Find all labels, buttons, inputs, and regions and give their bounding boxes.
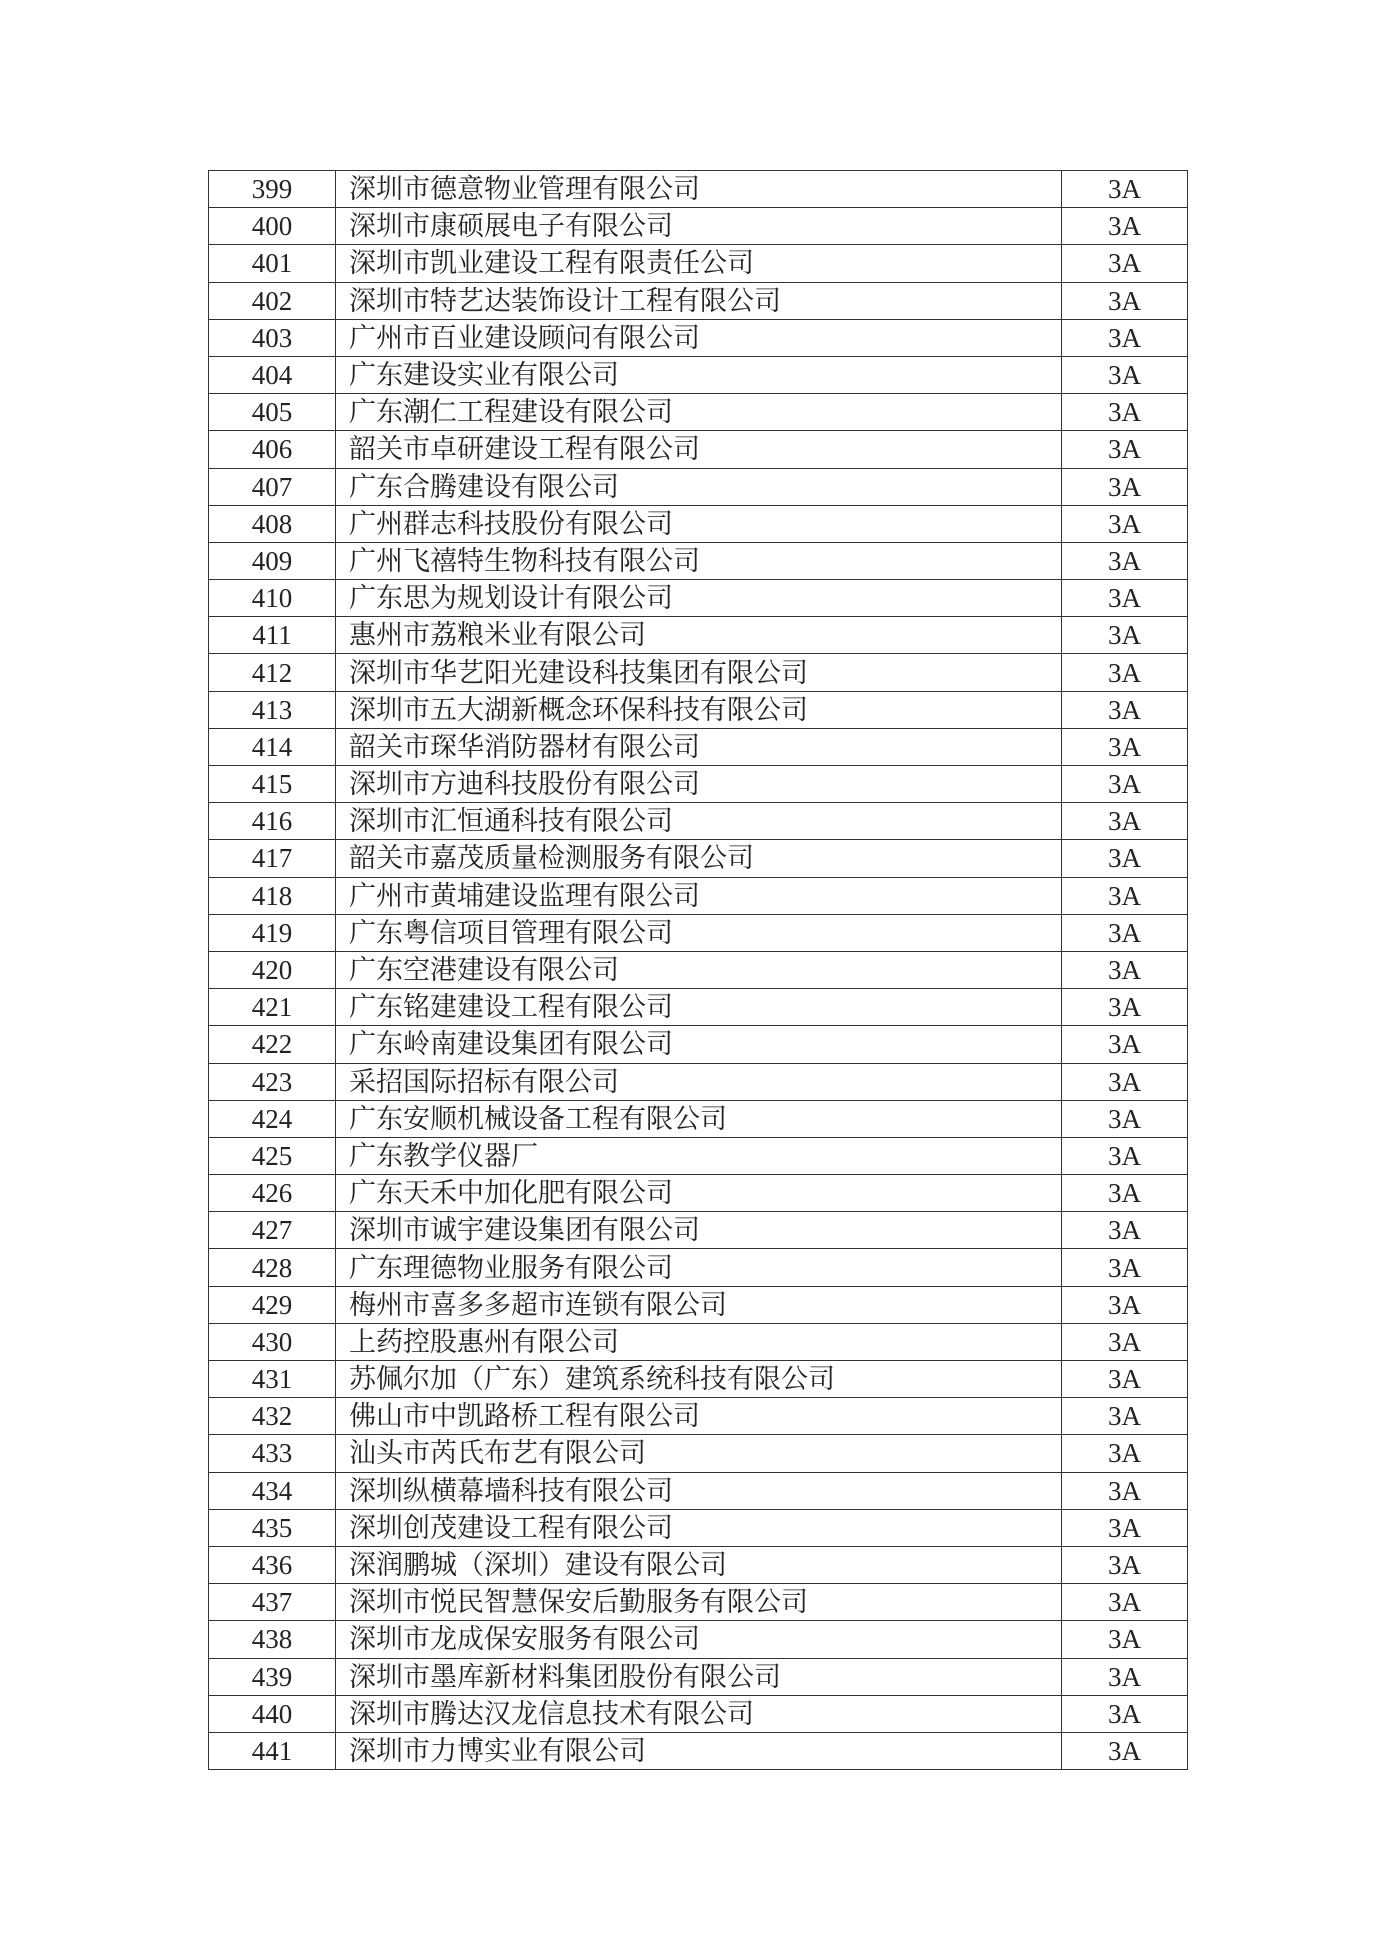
table-row xyxy=(209,1472,1188,1509)
company-name: 深圳创茂建设工程有限公司 xyxy=(336,1509,1062,1546)
company-name: 广东合腾建设有限公司 xyxy=(336,468,1062,505)
row-number: 424 xyxy=(209,1100,336,1137)
table-row xyxy=(209,1658,1188,1695)
company-name: 广州群志科技股份有限公司 xyxy=(336,505,1062,542)
table-row xyxy=(209,1137,1188,1174)
table-row xyxy=(209,171,1188,208)
row-number: 419 xyxy=(209,914,336,951)
credit-grade: 3A xyxy=(1062,1286,1188,1323)
company-name: 深圳市汇恒通科技有限公司 xyxy=(336,803,1062,840)
credit-grade: 3A xyxy=(1062,877,1188,914)
company-name: 广东岭南建设集团有限公司 xyxy=(336,1026,1062,1063)
company-name: 深圳市华艺阳光建设科技集团有限公司 xyxy=(336,654,1062,691)
company-name: 深圳市五大湖新概念环保科技有限公司 xyxy=(336,691,1062,728)
credit-grade: 3A xyxy=(1062,245,1188,282)
table-row xyxy=(209,1323,1188,1360)
row-number: 436 xyxy=(209,1546,336,1583)
company-name: 深圳市康硕展电子有限公司 xyxy=(336,208,1062,245)
row-number: 421 xyxy=(209,989,336,1026)
company-name: 广东潮仁工程建设有限公司 xyxy=(336,394,1062,431)
row-number: 414 xyxy=(209,728,336,765)
row-number: 401 xyxy=(209,245,336,282)
credit-grade: 3A xyxy=(1062,468,1188,505)
credit-grade: 3A xyxy=(1062,1695,1188,1732)
table-row xyxy=(209,1732,1188,1769)
row-number: 418 xyxy=(209,877,336,914)
row-number: 407 xyxy=(209,468,336,505)
table-row xyxy=(209,877,1188,914)
company-name: 韶关市琛华消防器材有限公司 xyxy=(336,728,1062,765)
table-row xyxy=(209,1286,1188,1323)
credit-grade: 3A xyxy=(1062,1435,1188,1472)
table-row xyxy=(209,766,1188,803)
company-name: 深圳市墨库新材料集团股份有限公司 xyxy=(336,1658,1062,1695)
table-row xyxy=(209,951,1188,988)
company-name: 梅州市喜多多超市连锁有限公司 xyxy=(336,1286,1062,1323)
table-row xyxy=(209,1695,1188,1732)
credit-grade: 3A xyxy=(1062,356,1188,393)
table-row xyxy=(209,1435,1188,1472)
table-row xyxy=(209,1175,1188,1212)
table-row xyxy=(209,654,1188,691)
row-number: 403 xyxy=(209,319,336,356)
row-number: 435 xyxy=(209,1509,336,1546)
credit-grade: 3A xyxy=(1062,803,1188,840)
row-number: 434 xyxy=(209,1472,336,1509)
row-number: 427 xyxy=(209,1212,336,1249)
credit-grade: 3A xyxy=(1062,654,1188,691)
table-row xyxy=(209,580,1188,617)
table-row xyxy=(209,319,1188,356)
credit-grade: 3A xyxy=(1062,319,1188,356)
company-name: 深圳市腾达汉龙信息技术有限公司 xyxy=(336,1695,1062,1732)
row-number: 399 xyxy=(209,171,336,208)
company-name: 深润鹏城（深圳）建设有限公司 xyxy=(336,1546,1062,1583)
row-number: 400 xyxy=(209,208,336,245)
row-number: 437 xyxy=(209,1584,336,1621)
company-name: 汕头市芮氏布艺有限公司 xyxy=(336,1435,1062,1472)
company-name: 采招国际招标有限公司 xyxy=(336,1063,1062,1100)
row-number: 402 xyxy=(209,282,336,319)
credit-grade: 3A xyxy=(1062,1323,1188,1360)
row-number: 428 xyxy=(209,1249,336,1286)
credit-grade: 3A xyxy=(1062,171,1188,208)
company-name: 佛山市中凯路桥工程有限公司 xyxy=(336,1398,1062,1435)
credit-grade: 3A xyxy=(1062,1398,1188,1435)
credit-grade: 3A xyxy=(1062,1546,1188,1583)
company-name: 广东粤信项目管理有限公司 xyxy=(336,914,1062,951)
table-row xyxy=(209,1584,1188,1621)
table-row xyxy=(209,208,1188,245)
table-row xyxy=(209,691,1188,728)
company-name: 深圳市诚宇建设集团有限公司 xyxy=(336,1212,1062,1249)
table-row xyxy=(209,431,1188,468)
table-row xyxy=(209,282,1188,319)
table-row xyxy=(209,1546,1188,1583)
row-number: 430 xyxy=(209,1323,336,1360)
row-number: 438 xyxy=(209,1621,336,1658)
credit-grade: 3A xyxy=(1062,1063,1188,1100)
table-row xyxy=(209,914,1188,951)
credit-grade: 3A xyxy=(1062,1026,1188,1063)
table-row xyxy=(209,989,1188,1026)
table-row xyxy=(209,245,1188,282)
row-number: 423 xyxy=(209,1063,336,1100)
credit-grade: 3A xyxy=(1062,542,1188,579)
credit-grade: 3A xyxy=(1062,617,1188,654)
company-name: 深圳市凯业建设工程有限责任公司 xyxy=(336,245,1062,282)
table-row xyxy=(209,840,1188,877)
company-name: 苏佩尔加（广东）建筑系统科技有限公司 xyxy=(336,1361,1062,1398)
credit-grade: 3A xyxy=(1062,1175,1188,1212)
company-name: 广东建设实业有限公司 xyxy=(336,356,1062,393)
company-name: 深圳市龙成保安服务有限公司 xyxy=(336,1621,1062,1658)
credit-grade: 3A xyxy=(1062,1621,1188,1658)
company-name: 广东教学仪器厂 xyxy=(336,1137,1062,1174)
table-row xyxy=(209,505,1188,542)
row-number: 431 xyxy=(209,1361,336,1398)
row-number: 406 xyxy=(209,431,336,468)
credit-grade: 3A xyxy=(1062,1361,1188,1398)
company-name: 深圳纵横幕墙科技有限公司 xyxy=(336,1472,1062,1509)
row-number: 413 xyxy=(209,691,336,728)
company-name: 深圳市特艺达装饰设计工程有限公司 xyxy=(336,282,1062,319)
table-row xyxy=(209,803,1188,840)
credit-grade: 3A xyxy=(1062,951,1188,988)
table-row xyxy=(209,468,1188,505)
company-rating-table xyxy=(208,170,1188,1770)
credit-grade: 3A xyxy=(1062,1100,1188,1137)
table-row xyxy=(209,356,1188,393)
company-name: 广州飞禧特生物科技有限公司 xyxy=(336,542,1062,579)
company-name: 广州市黄埔建设监理有限公司 xyxy=(336,877,1062,914)
company-name: 广东铭建建设工程有限公司 xyxy=(336,989,1062,1026)
company-name: 深圳市力博实业有限公司 xyxy=(336,1732,1062,1769)
credit-grade: 3A xyxy=(1062,1732,1188,1769)
company-name: 广东思为规划设计有限公司 xyxy=(336,580,1062,617)
credit-grade: 3A xyxy=(1062,989,1188,1026)
company-name: 广东理德物业服务有限公司 xyxy=(336,1249,1062,1286)
company-name: 上药控股惠州有限公司 xyxy=(336,1323,1062,1360)
company-name: 韶关市卓研建设工程有限公司 xyxy=(336,431,1062,468)
credit-grade: 3A xyxy=(1062,1509,1188,1546)
table-body xyxy=(209,171,1188,1770)
credit-grade: 3A xyxy=(1062,766,1188,803)
row-number: 404 xyxy=(209,356,336,393)
row-number: 420 xyxy=(209,951,336,988)
row-number: 412 xyxy=(209,654,336,691)
table-row xyxy=(209,728,1188,765)
row-number: 410 xyxy=(209,580,336,617)
row-number: 409 xyxy=(209,542,336,579)
company-name: 广东天禾中加化肥有限公司 xyxy=(336,1175,1062,1212)
credit-grade: 3A xyxy=(1062,1249,1188,1286)
row-number: 426 xyxy=(209,1175,336,1212)
company-name: 广东安顺机械设备工程有限公司 xyxy=(336,1100,1062,1137)
credit-grade: 3A xyxy=(1062,1658,1188,1695)
row-number: 425 xyxy=(209,1137,336,1174)
credit-grade: 3A xyxy=(1062,394,1188,431)
table-row xyxy=(209,542,1188,579)
credit-grade: 3A xyxy=(1062,282,1188,319)
credit-grade: 3A xyxy=(1062,431,1188,468)
table-row xyxy=(209,1249,1188,1286)
company-name: 惠州市荔粮米业有限公司 xyxy=(336,617,1062,654)
table-row xyxy=(209,1509,1188,1546)
row-number: 440 xyxy=(209,1695,336,1732)
row-number: 422 xyxy=(209,1026,336,1063)
table-row xyxy=(209,394,1188,431)
company-name: 韶关市嘉茂质量检测服务有限公司 xyxy=(336,840,1062,877)
credit-grade: 3A xyxy=(1062,1137,1188,1174)
credit-grade: 3A xyxy=(1062,1584,1188,1621)
company-name: 深圳市悦民智慧保安后勤服务有限公司 xyxy=(336,1584,1062,1621)
table-row xyxy=(209,1026,1188,1063)
company-name: 深圳市德意物业管理有限公司 xyxy=(336,171,1062,208)
row-number: 411 xyxy=(209,617,336,654)
table-row xyxy=(209,617,1188,654)
company-name: 广州市百业建设顾问有限公司 xyxy=(336,319,1062,356)
row-number: 433 xyxy=(209,1435,336,1472)
table-row xyxy=(209,1212,1188,1249)
row-number: 408 xyxy=(209,505,336,542)
credit-grade: 3A xyxy=(1062,728,1188,765)
credit-grade: 3A xyxy=(1062,1472,1188,1509)
company-name: 深圳市方迪科技股份有限公司 xyxy=(336,766,1062,803)
table-row xyxy=(209,1063,1188,1100)
credit-grade: 3A xyxy=(1062,580,1188,617)
table-row xyxy=(209,1361,1188,1398)
row-number: 417 xyxy=(209,840,336,877)
row-number: 439 xyxy=(209,1658,336,1695)
row-number: 432 xyxy=(209,1398,336,1435)
credit-grade: 3A xyxy=(1062,208,1188,245)
row-number: 441 xyxy=(209,1732,336,1769)
table-row xyxy=(209,1398,1188,1435)
table-row xyxy=(209,1621,1188,1658)
credit-grade: 3A xyxy=(1062,691,1188,728)
row-number: 416 xyxy=(209,803,336,840)
row-number: 405 xyxy=(209,394,336,431)
row-number: 429 xyxy=(209,1286,336,1323)
credit-grade: 3A xyxy=(1062,840,1188,877)
credit-grade: 3A xyxy=(1062,1212,1188,1249)
credit-grade: 3A xyxy=(1062,505,1188,542)
table-row xyxy=(209,1100,1188,1137)
row-number: 415 xyxy=(209,766,336,803)
credit-grade: 3A xyxy=(1062,914,1188,951)
company-name: 广东空港建设有限公司 xyxy=(336,951,1062,988)
